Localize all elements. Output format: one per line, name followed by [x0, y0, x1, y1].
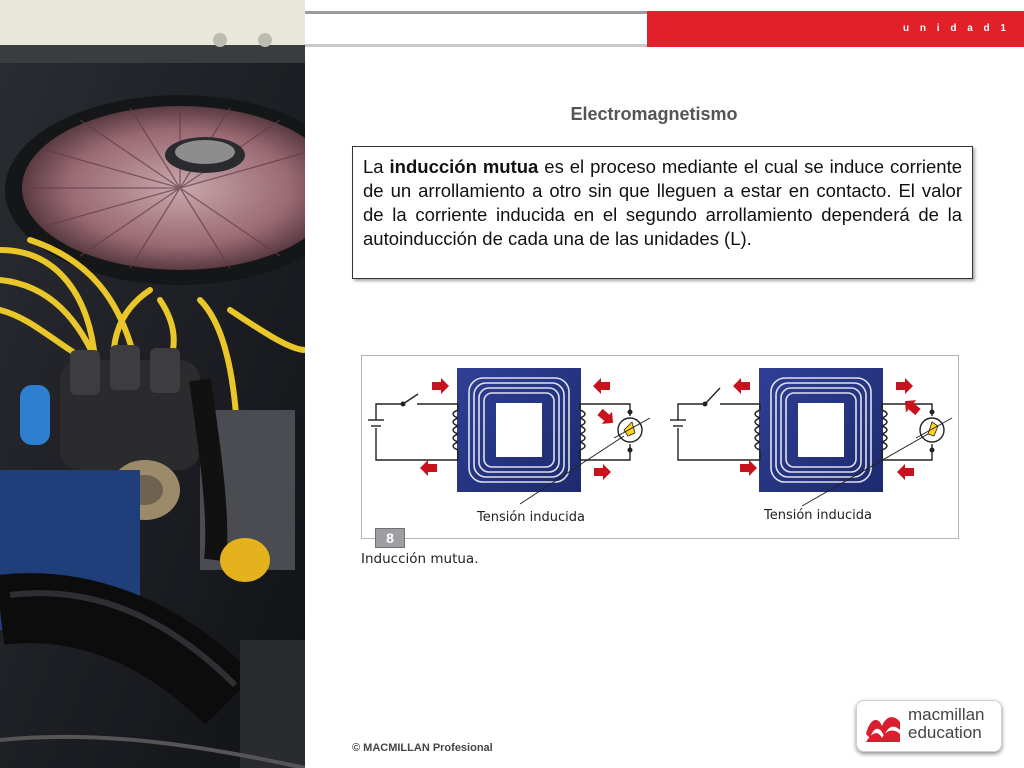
diagram-right — [670, 368, 952, 506]
definition-box — [352, 146, 973, 279]
label-induced-voltage-right: Tensión inducida — [764, 508, 872, 523]
unit-label: u n i d a d 1 — [902, 23, 1010, 34]
unit-banner — [647, 11, 1024, 47]
definition-term: inducción mutua — [389, 156, 539, 177]
logo-line-1: macmillan — [908, 705, 985, 724]
definition-body: es el proceso mediante el cual se induce corriente de un arrollamiento a otro sin que lleguen a estar en contacto. El valor de la corriente inducida en el segundo arrollamiento dependerá de la autoinducción de cada una de las unidades (L). — [363, 156, 963, 249]
macmillan-mark-icon — [864, 708, 904, 744]
figure-number: 8 — [375, 528, 405, 548]
macmillan-logo — [856, 700, 1002, 752]
label-induced-voltage-left: Tensión inducida — [477, 510, 585, 525]
engine-photo — [0, 0, 305, 768]
slide-title: Electromagnetismo — [570, 104, 738, 124]
figure-caption: Inducción mutua. — [361, 551, 479, 567]
diagram-left — [368, 368, 650, 504]
logo-line-2: education — [908, 723, 982, 742]
definition-intro: La — [363, 156, 390, 177]
copyright-text: © MACMILLAN Profesional — [352, 742, 493, 754]
header-bar — [305, 11, 648, 47]
